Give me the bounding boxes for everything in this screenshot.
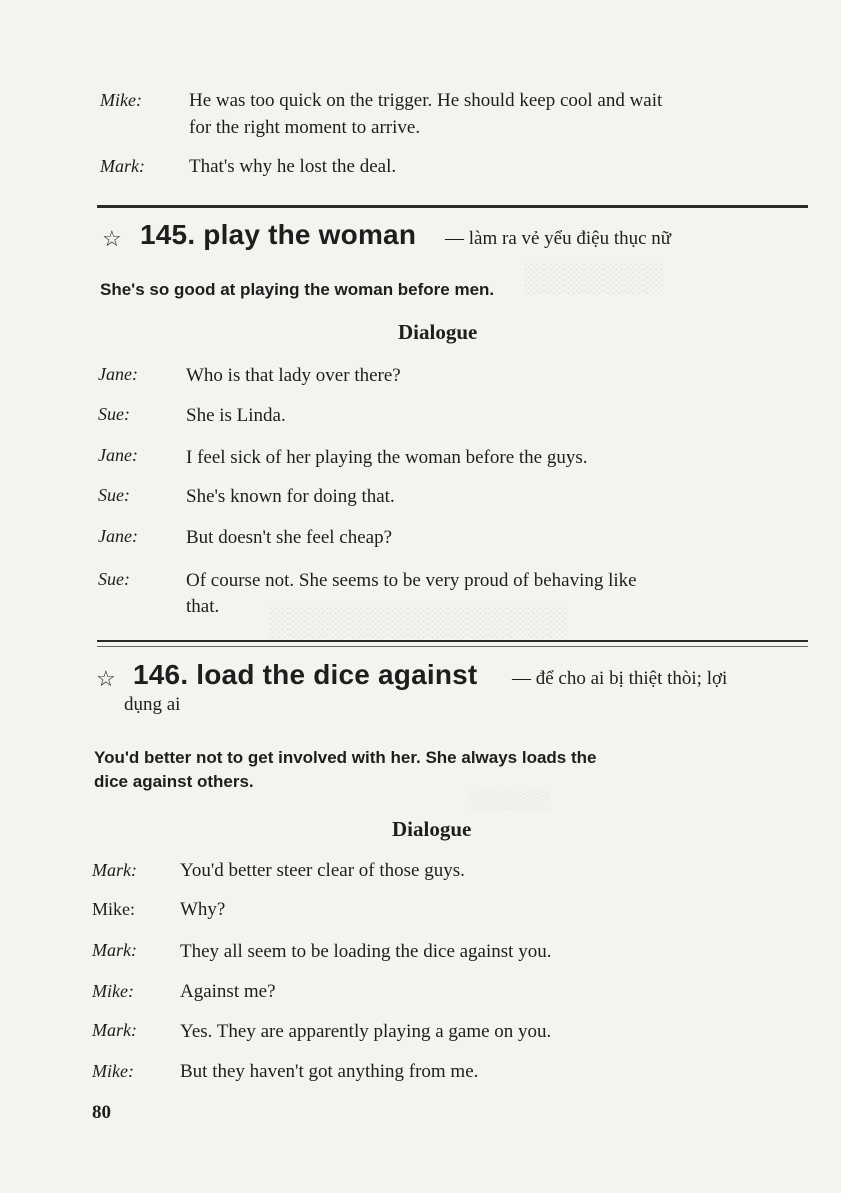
dialogue-heading: Dialogue <box>398 320 478 344</box>
entry-meaning: — làm ra vẻ yểu điệu thục nữ <box>445 228 672 249</box>
star-icon: ☆ <box>96 666 116 691</box>
dialogue-line: They all seem to be loading the dice against you. <box>180 941 552 962</box>
example-sentence: She's so good at playing the woman before men. <box>100 280 495 299</box>
speaker-label: Mark: <box>92 940 137 960</box>
entry-title: 146. load the dice against <box>133 659 478 690</box>
dialogue-line: You'd better steer clear of those guys. <box>180 860 465 881</box>
section-divider-thin <box>97 646 808 647</box>
dialogue-line: Of course not. She seems to be very proud of behaving like <box>186 570 637 591</box>
dialogue-line: I feel sick of her playing the woman before the guys. <box>186 447 588 468</box>
speaker-label: Sue: <box>98 569 130 589</box>
dialogue-line-cont: for the right moment to arrive. <box>189 117 421 138</box>
speaker-label: Jane: <box>98 445 138 465</box>
dialogue-line: Against me? <box>180 981 276 1002</box>
section-divider <box>97 640 808 642</box>
entry-meaning-cont: dụng ai <box>124 694 181 715</box>
dialogue-line: But they haven't got anything from me. <box>180 1061 479 1082</box>
dialogue-heading: Dialogue <box>392 817 472 841</box>
speaker-label: Mike: <box>92 899 135 919</box>
entry-title: 145. play the woman <box>140 219 417 250</box>
speaker-label: Sue: <box>98 404 130 424</box>
example-sentence-cont: dice against others. <box>94 772 254 791</box>
dialogue-line: Who is that lady over there? <box>186 365 401 386</box>
speaker-label: Mark: <box>100 156 145 176</box>
dialogue-line: She's known for doing that. <box>186 486 395 507</box>
dialogue-line: That's why he lost the deal. <box>189 156 397 177</box>
page-number: 80 <box>92 1102 111 1123</box>
speaker-label: Sue: <box>98 485 130 505</box>
speaker-label: Mark: <box>92 860 137 880</box>
dialogue-line: But doesn't she feel cheap? <box>186 527 393 548</box>
dialogue-line-cont: that. <box>186 596 220 617</box>
entry-meaning: — để cho ai bị thiệt thòi; lợi <box>512 668 728 689</box>
example-sentence: You'd better not to get involved with her. She always loads the <box>94 748 597 767</box>
speaker-label: Mike: <box>92 981 134 1001</box>
star-icon: ☆ <box>102 226 122 251</box>
dialogue-line: She is Linda. <box>186 405 286 426</box>
section-divider <box>97 205 808 208</box>
speaker-label: Jane: <box>98 526 138 546</box>
dialogue-line: He was too quick on the trigger. He should keep cool and wait <box>189 90 663 111</box>
speaker-label: Jane: <box>98 364 138 384</box>
dialogue-line: Yes. They are apparently playing a game on you. <box>180 1021 552 1042</box>
speaker-label: Mike: <box>100 90 142 110</box>
dictionary-page: ░░░░░░░ ░░░░░░░░░░░░░░░ ░░░░░░ Mike: He was too quick on the trigger. He should keep cool and wait for the right moment to arrive. Mark: That's why he lost the deal. ☆ 145. play the woman — làm ra vẻ yểu điệu thục nữ She's so good at playing the woman before men. Dialogue Jane: Who is that lady over there? Sue: She is Linda. Jane: I feel sick of her playing the woman before the guys. Sue: She's known for doing that. Jane: But doesn't she feel cheap? Sue: Of course not. She seems to be very proud of behaving like that. ☆ 146. load the dice against — để cho ai bị thiệt thòi; lợi dụng ai You'd better not to get involved with her. She always loads the dice against others. Dialogue Mark: You'd better steer clear of those guys. Mike: Why? Mark: They all seem to be loading the dice against you. Mike: Against me? Mark: Yes. They are apparently playing a game on you. Mike: But they haven't got anything from me. 80 <box>0 0 841 1193</box>
speaker-label: Mark: <box>92 1020 137 1040</box>
dialogue-line: Why? <box>180 899 226 920</box>
speaker-label: Mike: <box>92 1061 134 1081</box>
